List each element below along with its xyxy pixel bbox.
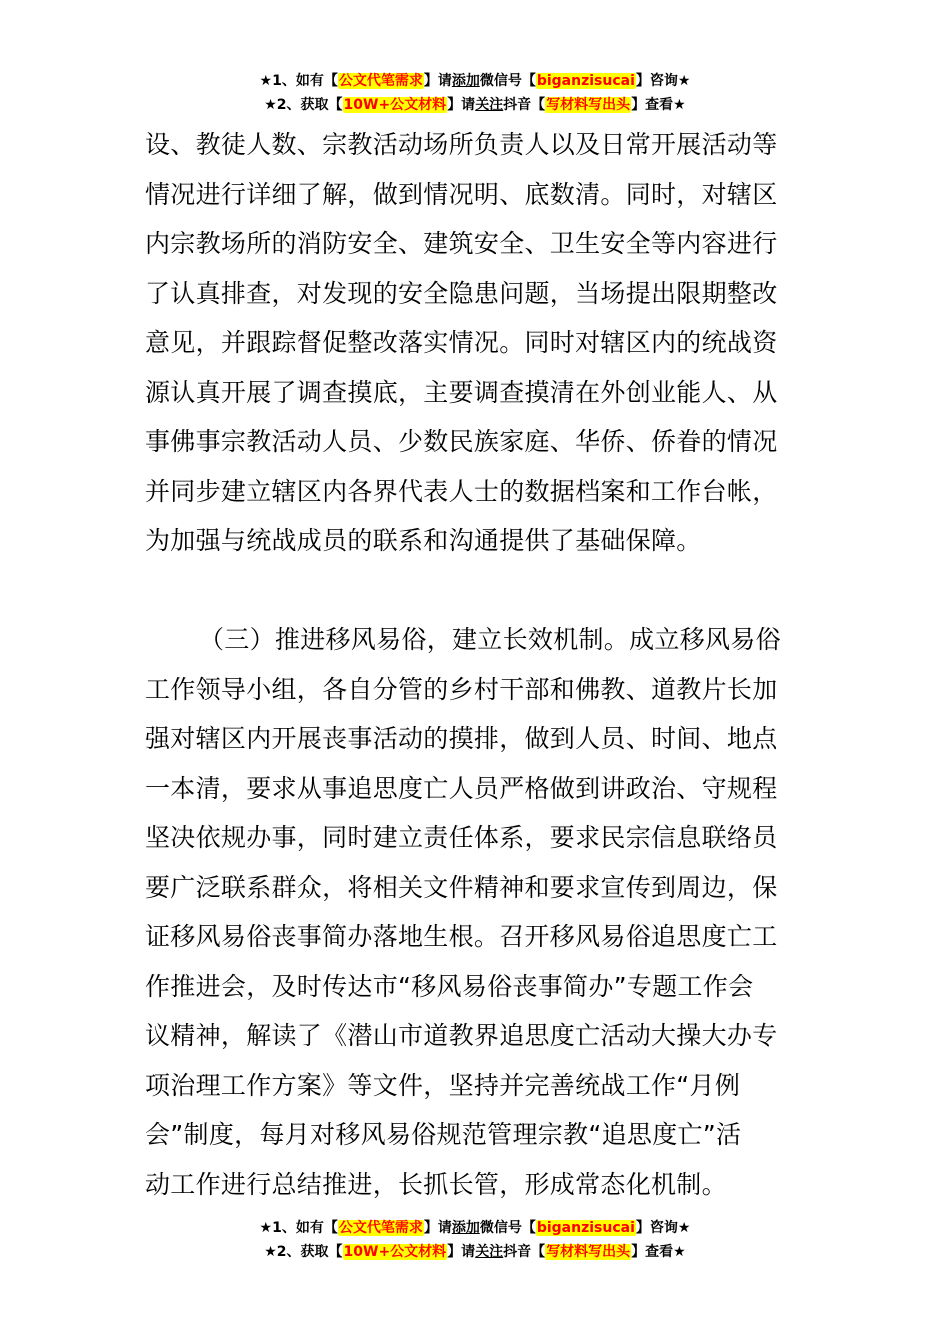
- banner-text: ★2、获取【: [264, 1244, 343, 1260]
- text-line: 作推进会，及时传达市“移风易俗丧事简办”专题工作会: [145, 971, 754, 1001]
- banner-text: 】请: [447, 1244, 476, 1260]
- document-body: [145, 120, 810, 1209]
- banner-text: ★1、如有【: [259, 73, 338, 89]
- banner-text: 】请: [447, 97, 476, 113]
- banner-text: 】查看★: [631, 97, 686, 113]
- text-line: 会”制度，每月对移风易俗规范管理宗教“追思度亡”活: [145, 1120, 742, 1149]
- text-line: 要广泛联系群众，将相关文件精神和要求宣传到周边，保: [145, 872, 778, 902]
- banner-highlight: biganzisucai: [536, 1220, 635, 1236]
- banner-highlight: biganzisucai: [536, 73, 635, 89]
- text-line: 一本清，要求从事追思度亡人员严格做到讲政治、守规程: [145, 773, 778, 803]
- text-line: 议精神，解读了《潜山市道教界追思度亡活动大操大办专: [145, 1021, 778, 1050]
- banner-highlight: 10W+公文材料: [343, 1244, 447, 1260]
- text-line: （三）推进移风易俗，建立长效机制。成立移风易俗: [199, 625, 781, 654]
- text-line: 情况进行详细了解，做到情况明、底数清。同时，对辖区: [145, 179, 778, 209]
- banner-underlined-text: 添加: [451, 1220, 480, 1236]
- text-line: 并同步建立辖区内各界代表人士的数据档案和工作台帐，: [145, 476, 778, 506]
- banner-text: 抖音【: [503, 97, 546, 113]
- text-line: 动工作进行总结推进，长抓长管，形成常态化机制。: [145, 1169, 727, 1199]
- banner-line-1: [0, 1217, 950, 1241]
- banner-text: 】请: [423, 1220, 452, 1236]
- banner-highlight: 写材料写出头: [546, 1244, 631, 1260]
- text-line: 源认真开展了调查摸底，主要调查摸清在外创业能人、从: [145, 377, 778, 407]
- banner-underlined-text: 关注: [475, 1244, 504, 1260]
- banner-underlined-text: 添加: [451, 73, 480, 89]
- banner-text: ★2、获取【: [264, 97, 343, 113]
- banner-highlight: 写材料写出头: [546, 97, 631, 113]
- text-line: 坚决依规办事，同时建立责任体系，要求民宗信息联络员: [145, 823, 778, 852]
- text-line: 强对辖区内开展丧事活动的摸排，做到人员、时间、地点: [145, 724, 778, 753]
- banner-text: 抖音【: [503, 1244, 546, 1260]
- banner-highlight: 公文代笔需求: [338, 1220, 423, 1236]
- text-line: 证移风易俗丧事简办落地生根。召开移风易俗追思度亡工: [145, 922, 778, 951]
- banner-highlight: 公文代笔需求: [338, 73, 423, 89]
- banner-text: ★1、如有【: [259, 1220, 338, 1236]
- banner-text: 微信号【: [479, 73, 536, 89]
- text-line: 意见，并跟踪督促整改落实情况。同时对辖区内的统战资: [145, 328, 778, 357]
- banner-line-1: [0, 70, 950, 94]
- banner-underlined-text: 关注: [475, 97, 504, 113]
- text-line: 设、教徒人数、宗教活动场所负责人以及日常开展活动等: [145, 130, 778, 159]
- banner-text: 】咨询★: [635, 73, 691, 89]
- banner-text: 微信号【: [479, 1220, 536, 1236]
- text-line: 了认真排查，对发现的安全隐患问题，当场提出限期整改: [145, 278, 778, 308]
- text-line: 工作领导小组，各自分管的乡村干部和佛教、道教片长加: [145, 674, 778, 704]
- banner-text: 】查看★: [631, 1244, 686, 1260]
- paragraph-1: [145, 120, 810, 566]
- text-line: 内宗教场所的消防安全、建筑安全、卫生安全等内容进行: [145, 229, 778, 258]
- banner-line-2: [0, 94, 950, 118]
- text-line: 事佛事宗教活动人员、少数民族家庭、华侨、侨眷的情况: [145, 427, 778, 456]
- text-line: 为加强与统战成员的联系和沟通提供了基础保障。: [145, 526, 702, 555]
- banner-text: 】咨询★: [635, 1220, 691, 1236]
- banner-text: 】请: [423, 73, 452, 89]
- header-banner: [0, 70, 950, 118]
- banner-line-2: [0, 1241, 950, 1265]
- footer-banner: [0, 1217, 950, 1265]
- paragraph-2: [145, 615, 810, 1209]
- text-line: 项治理工作方案》等文件，坚持并完善统战工作“月例: [145, 1070, 741, 1100]
- banner-highlight: 10W+公文材料: [343, 97, 447, 113]
- paragraph-spacer: [145, 566, 810, 616]
